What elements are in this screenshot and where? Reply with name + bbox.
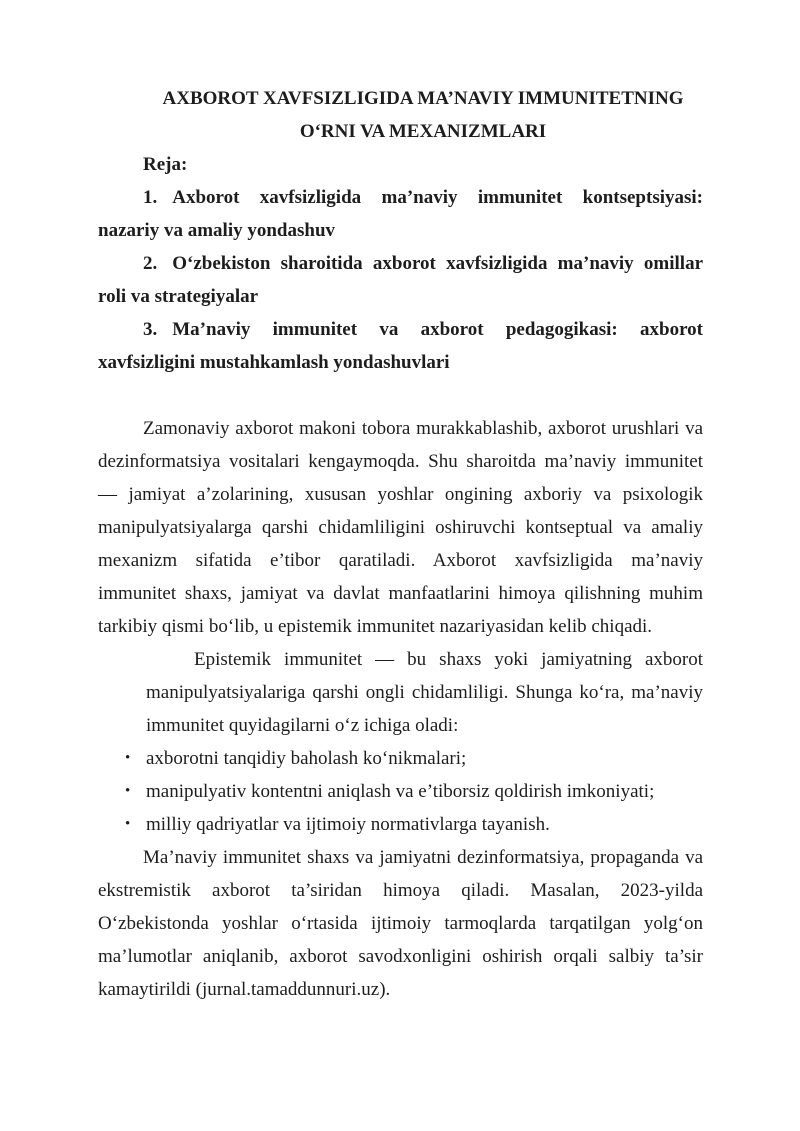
- title-line-1: AXBOROT XAVFSIZLIGIDA MA’NAVIY IMMUNITETNING: [162, 88, 684, 109]
- closing-paragraph: Ma’naviy immunitet shaxs va jamiyatni dezinformatsiya, propaganda va ekstremistik axborot ta’siridan himoya qiladi. Masalan, 2023-yilda O‘zbekistonda yoshlar o‘rtasida ijtimoiy tarmoqlarda tarqatilgan yolg‘on ma’lumotlar aniqlanib, axborot savodxonligini oshirish orqali salbiy ta’sir kamaytirildi (jurnal.tamaddunnuri.uz).: [98, 847, 703, 1000]
- plan-item-text: O‘zbekiston sharoitida axborot xavfsizligida ma’naviy omillar roli va strategiyalar: [98, 253, 703, 307]
- document-title: [98, 82, 703, 148]
- plan-heading: Reja:: [143, 154, 188, 175]
- plan-item-3: [98, 313, 703, 379]
- title-line-2: O‘RNI VA MEXANIZMLARI: [299, 121, 547, 142]
- bullet-item: • milliy qadriyatlar va ijtimoiy normativlarga tayanish.: [98, 808, 703, 841]
- plan-item-number: 1.: [143, 187, 158, 208]
- plan-item-text: Ma’naviy immunitet va axborot pedagogikasi: axborot xavfsizligini mustahkamlash yondashuvlari: [98, 319, 703, 373]
- bullet-item: • manipulyativ kontentni aniqlash va e’tiborsiz qoldirish imkoniyati;: [98, 775, 703, 808]
- paragraph-spacer: [98, 379, 703, 412]
- bullet-item: • axborotni tanqidiy baholash ko‘nikmalari;: [98, 742, 703, 775]
- intro-paragraph: Zamonaviy axborot makoni tobora murakkablashib, axborot urushlari va dezinformatsiya vositalari kengaymoqda. Shu sharoitda ma’naviy immunitet — jamiyat a’zolarining, xususan yoshlar ongining axboriy va psixologik manipulyatsiyalarga qarshi chidamliligini oshiruvchi kontseptual va amaliy mexanizm sifatida e’tibor qaratiladi. Axborot xavfsizligida ma’naviy immunitet shaxs, jamiyat va davlat manfaatlarini himoya qilishning muhim tarkibiy qismi bo‘lib, u epistemik immunitet nazariyasidan kelib chiqadi.: [98, 418, 703, 637]
- plan-item-1: [98, 181, 703, 247]
- plan-item-text: Axborot xavfsizligida ma’naviy immunitet kontseptsiyasi: nazariy va amaliy yondashuv: [98, 187, 703, 241]
- plan-item-number: 2.: [143, 253, 158, 274]
- plan-item-2: [98, 247, 703, 313]
- bullet-list: [98, 742, 703, 841]
- epistemic-definition-paragraph: Epistemik immunitet — bu shaxs yoki jamiyatning axborot manipulyatsiyalariga qarshi ongli chidamliligi. Shunga ko‘ra, ma’naviy immunitet quyidagilarni o‘z ichiga oladi:: [146, 649, 703, 736]
- plan-item-number: 3.: [143, 319, 158, 340]
